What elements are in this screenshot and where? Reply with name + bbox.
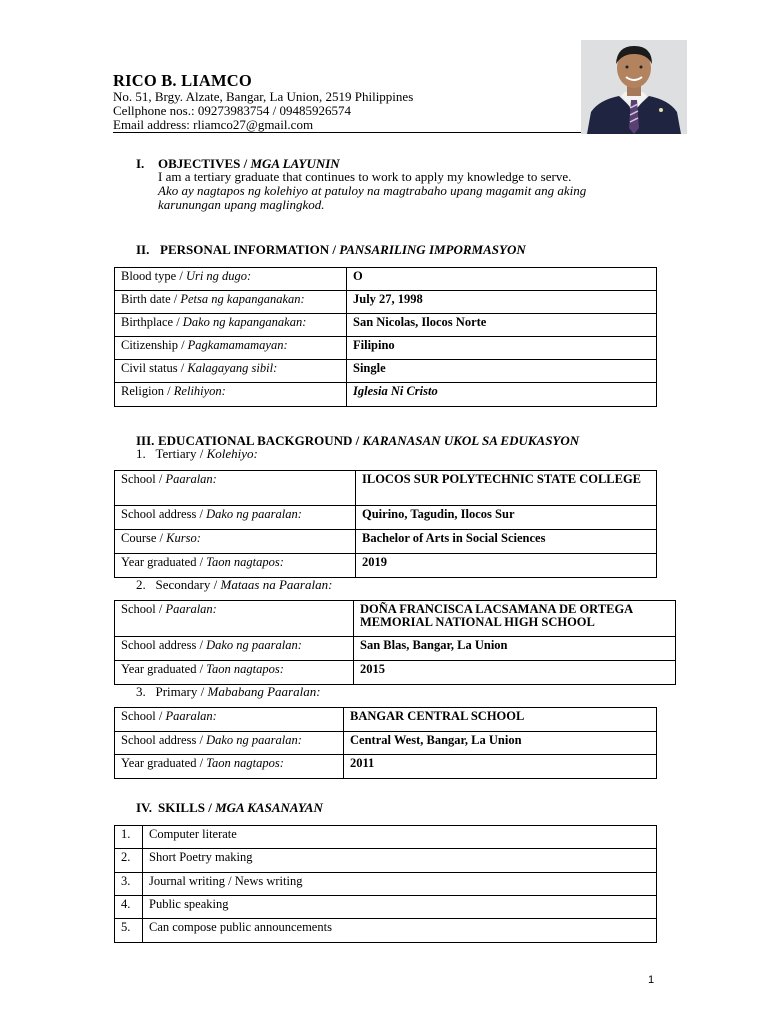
skill-number: 1. — [115, 826, 143, 849]
field-value: Single — [347, 360, 657, 383]
field-label: Birth date / Petsa ng kapanganakan: — [115, 291, 347, 314]
field-value: BANGAR CENTRAL SCHOOL — [344, 708, 657, 732]
table-row — [115, 471, 657, 506]
field-value: 2015 — [354, 661, 676, 685]
field-value: San Nicolas, Ilocos Norte — [347, 314, 657, 337]
table-row — [115, 383, 657, 407]
skills-table — [114, 825, 657, 943]
table-row — [115, 637, 676, 661]
field-value: Bachelor of Arts in Social Sciences — [356, 530, 657, 554]
field-value: DOÑA FRANCISCA LACSAMANA DE ORTEGA MEMORIAL NATIONAL HIGH SCHOOL — [354, 601, 676, 637]
field-label: Birthplace / Dako ng kapanganakan: — [115, 314, 347, 337]
skill-number: 5. — [115, 919, 143, 943]
field-value: ILOCOS SUR POLYTECHNIC STATE COLLEGE — [356, 471, 657, 506]
table-row — [115, 755, 657, 779]
field-label: Year graduated / Taon nagtapos: — [115, 755, 344, 779]
tertiary-heading: 1. Tertiary / Kolehiyo: — [136, 446, 258, 461]
table-row — [115, 732, 657, 755]
personal-heading: PERSONAL INFORMATION / PANSARILING IMPORMASYON — [160, 242, 526, 257]
email-line: Email address: rliamco27@gmail.com — [113, 117, 314, 132]
skill-number: 2. — [115, 849, 143, 873]
field-value: Central West, Bangar, La Union — [344, 732, 657, 755]
skills-heading: SKILLS / MGA KASANAYAN — [158, 800, 323, 815]
page-number: 1 — [648, 974, 655, 986]
objectives-number: I. — [136, 156, 145, 171]
field-label: Citizenship / Pagkamamamayan: — [115, 337, 347, 360]
field-label: School / Paaralan: — [115, 601, 354, 637]
field-value: O — [347, 268, 657, 291]
table-row — [115, 873, 657, 896]
skill-text: Computer literate — [143, 826, 657, 849]
table-row — [115, 360, 657, 383]
secondary-heading: 2. Secondary / Mataas na Paaralan: — [136, 577, 333, 592]
skill-number: 4. — [115, 896, 143, 919]
field-value: Quirino, Tagudin, Ilocos Sur — [356, 506, 657, 530]
objectives-heading: OBJECTIVES / MGA LAYUNIN — [158, 156, 340, 171]
table-row — [115, 291, 657, 314]
field-value: San Blas, Bangar, La Union — [354, 637, 676, 661]
field-label: Year graduated / Taon nagtapos: — [115, 661, 354, 685]
field-label: Civil status / Kalagayang sibil: — [115, 360, 347, 383]
table-row — [115, 314, 657, 337]
profile-photo — [581, 40, 687, 134]
field-label: Year graduated / Taon nagtapos: — [115, 554, 356, 578]
field-value: Filipino — [347, 337, 657, 360]
table-row — [115, 268, 657, 291]
table-row — [115, 708, 657, 732]
objective-filipino-line2: karunungan upang maglingkod. — [158, 197, 325, 212]
table-row — [115, 919, 657, 943]
field-value: Iglesia Ni Cristo — [347, 383, 657, 407]
field-label: Blood type / Uri ng dugo: — [115, 268, 347, 291]
field-label: School address / Dako ng paaralan: — [115, 506, 356, 530]
resume-name: RICO B. LIAMCO — [113, 71, 252, 90]
table-row — [115, 601, 676, 637]
table-row — [115, 896, 657, 919]
field-value: 2011 — [344, 755, 657, 779]
field-value: 2019 — [356, 554, 657, 578]
education-heading: EDUCATIONAL BACKGROUND / KARANASAN UKOL SA EDUKASYON — [158, 433, 580, 448]
field-label: School address / Dako ng paaralan: — [115, 637, 354, 661]
phone-line: Cellphone nos.: 09273983754 / 09485926574 — [113, 103, 351, 118]
secondary-table — [114, 600, 676, 685]
skill-number: 3. — [115, 873, 143, 896]
education-number: III. — [136, 433, 155, 448]
primary-table — [114, 707, 657, 779]
table-row — [115, 661, 676, 685]
primary-heading: 3. Primary / Mababang Paaralan: — [136, 684, 321, 699]
objective-english: I am a tertiary graduate that continues to work to apply my knowledge to serve. — [158, 169, 572, 184]
table-row — [115, 506, 657, 530]
skill-text: Short Poetry making — [143, 849, 657, 873]
table-row — [115, 554, 657, 578]
table-row — [115, 826, 657, 849]
skills-number: IV. — [136, 800, 153, 815]
skill-text: Public speaking — [143, 896, 657, 919]
field-value: July 27, 1998 — [347, 291, 657, 314]
field-label: School / Paaralan: — [115, 708, 344, 732]
table-row — [115, 849, 657, 873]
field-label: School / Paaralan: — [115, 471, 356, 506]
skill-text: Can compose public announcements — [143, 919, 657, 943]
tertiary-table — [114, 470, 657, 578]
skill-text: Journal writing / News writing — [143, 873, 657, 896]
personal-number: II. — [136, 242, 150, 257]
objective-filipino-line1: Ako ay nagtapos ng kolehiyo at patuloy na magtrabaho upang magamit ang aking — [158, 183, 587, 198]
personal-info-table — [114, 267, 657, 407]
field-label: School address / Dako ng paaralan: — [115, 732, 344, 755]
address-line: No. 51, Brgy. Alzate, Bangar, La Union, 2519 Philippines — [113, 89, 414, 104]
table-row — [115, 337, 657, 360]
field-label: Religion / Relihiyon: — [115, 383, 347, 407]
field-label: Course / Kurso: — [115, 530, 356, 554]
table-row — [115, 530, 657, 554]
